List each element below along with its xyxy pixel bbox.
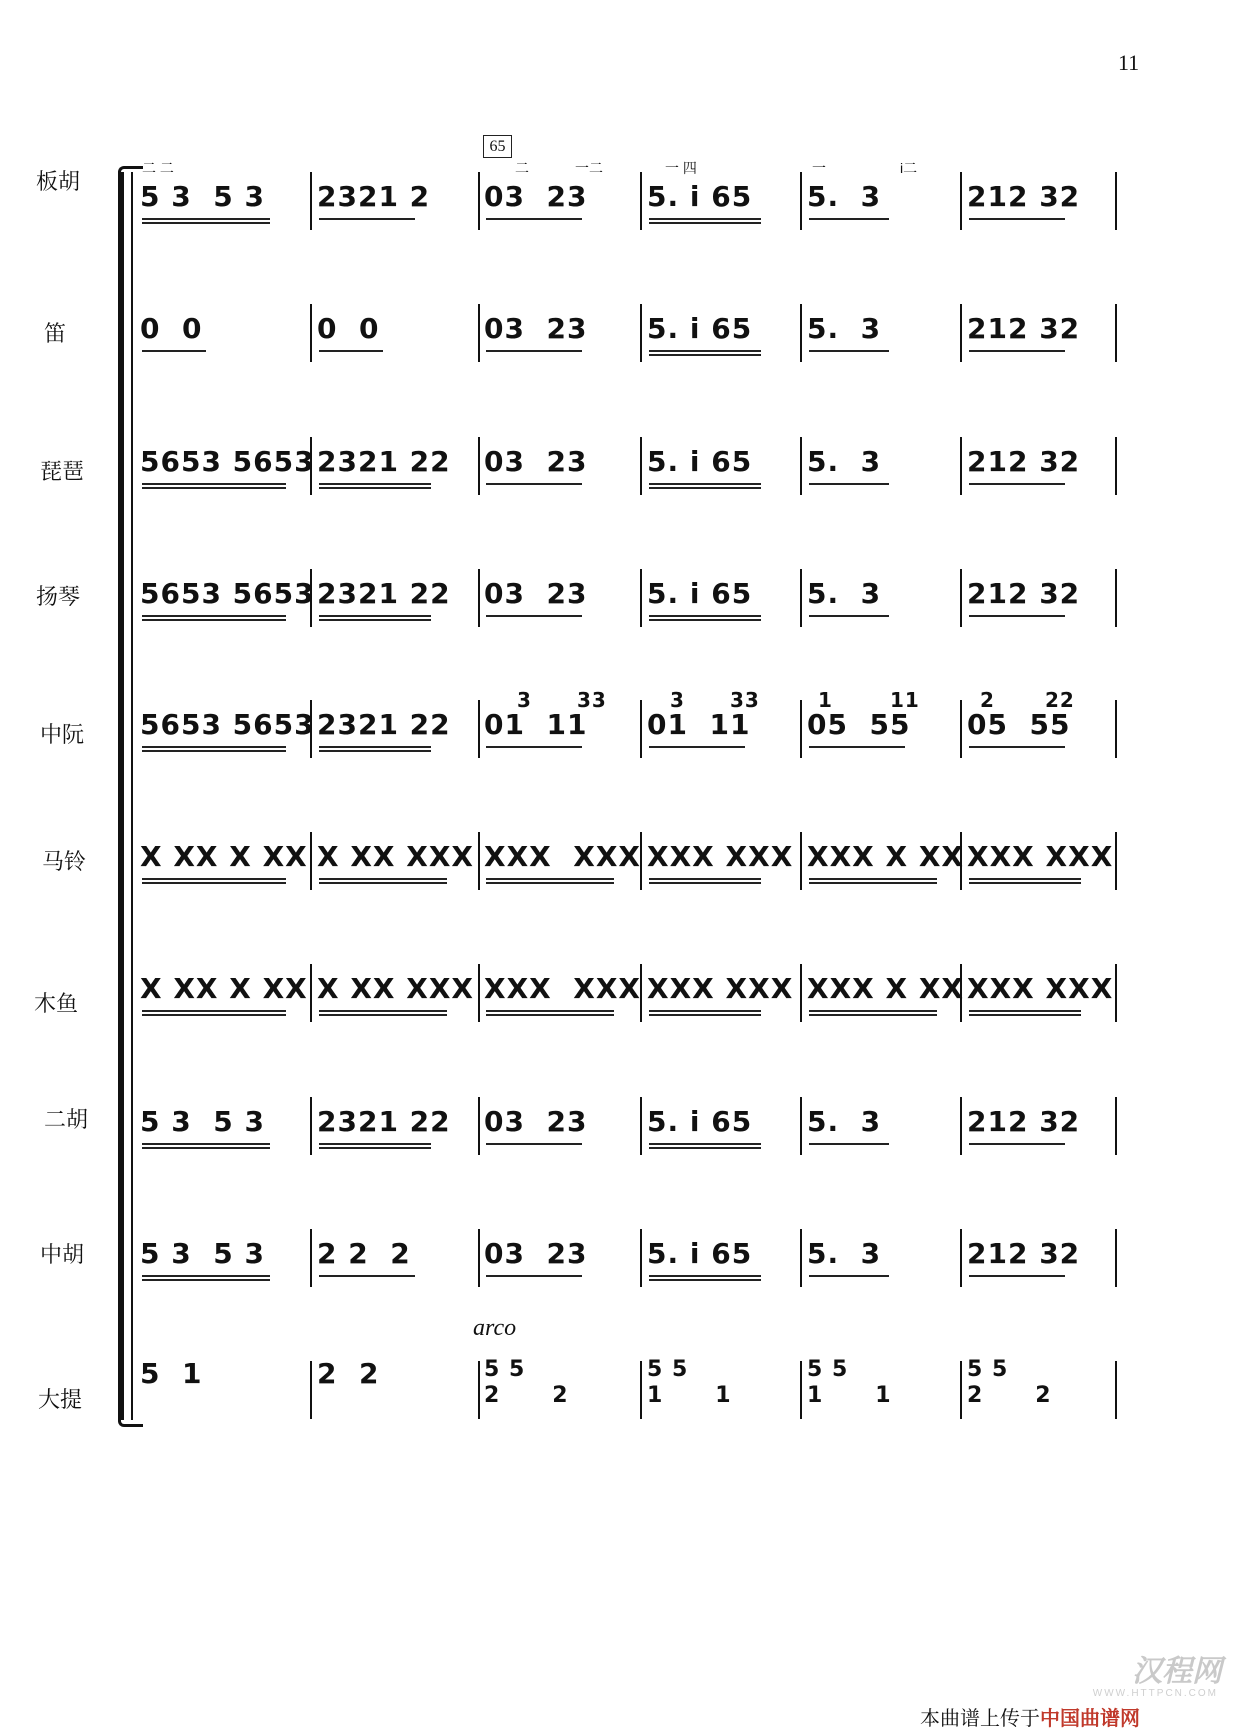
measure-notes: 2 2 2 xyxy=(317,1237,411,1270)
barline xyxy=(960,172,962,230)
measure-notes: 5653 5653 xyxy=(140,577,315,610)
barline xyxy=(640,304,642,362)
barline xyxy=(1115,1229,1117,1287)
barline xyxy=(960,437,962,495)
instrument-label: 笛 xyxy=(44,322,67,347)
beam-line xyxy=(649,218,761,224)
barline xyxy=(640,1229,642,1287)
beam-line xyxy=(142,1275,270,1281)
beam-line xyxy=(319,218,415,220)
barline xyxy=(800,1097,802,1155)
barline xyxy=(310,964,312,1022)
measure-notes: X XX X XX xyxy=(140,972,308,1005)
barline xyxy=(1115,1361,1117,1419)
beam-line xyxy=(649,615,761,621)
barline xyxy=(800,437,802,495)
beam-line xyxy=(319,483,431,489)
measure-notes: 5. 3 xyxy=(807,312,882,345)
measure-notes: 5. i 65 xyxy=(647,180,753,213)
measure-notes: 03 23 xyxy=(484,180,588,213)
fingering-mark: 一 xyxy=(812,160,826,176)
barline xyxy=(1115,832,1117,890)
beam-line xyxy=(142,483,286,489)
system-bracket-line xyxy=(131,172,133,1420)
beam-line xyxy=(486,878,614,884)
barline xyxy=(478,569,480,627)
fingering-mark: 二 xyxy=(515,160,529,176)
barline xyxy=(800,304,802,362)
measure-notes: XXX XXX xyxy=(484,840,642,873)
measure-notes: X XX XXX xyxy=(317,840,475,873)
measure-notes-lower: 2 2 xyxy=(484,1383,569,1408)
measure-notes: 5 3 5 3 xyxy=(140,1105,265,1138)
beam-line xyxy=(809,746,905,748)
measure-notes: 5. 3 xyxy=(807,180,882,213)
chord-upper-note: 33 xyxy=(577,688,607,712)
beam-line xyxy=(969,350,1065,352)
measure-notes: 03 23 xyxy=(484,577,588,610)
barline xyxy=(960,1097,962,1155)
beam-line xyxy=(142,1010,286,1016)
measure-notes: 5653 5653 xyxy=(140,445,315,478)
watermark: 汉程网 xyxy=(1132,1655,1222,1688)
beam-line xyxy=(142,615,286,621)
measure-notes: 212 32 xyxy=(967,445,1081,478)
beam-line xyxy=(969,878,1081,884)
measure-notes: 5. 3 xyxy=(807,1237,882,1270)
barline xyxy=(960,1229,962,1287)
measure-notes: XXX XXX xyxy=(967,840,1114,873)
beam-line xyxy=(649,483,761,489)
measure-notes: 5 5 xyxy=(967,1357,1009,1382)
measure-notes: 2 2 xyxy=(317,1357,380,1390)
barline xyxy=(478,1361,480,1419)
barline xyxy=(800,1229,802,1287)
upload-note-prefix: 本曲谱上传于 xyxy=(920,1708,1040,1730)
measure-notes: 03 23 xyxy=(484,312,588,345)
beam-line xyxy=(809,878,937,884)
beam-line xyxy=(486,746,582,748)
barline xyxy=(310,1097,312,1155)
chord-upper-note: 33 xyxy=(730,688,760,712)
watermark-url: WWW.HTTPCN.COM xyxy=(1092,1688,1218,1699)
measure-notes: 5 3 5 3 xyxy=(140,180,265,213)
measure-notes: 5. 3 xyxy=(807,445,882,478)
bracket-cap-bottom xyxy=(118,1412,143,1427)
instrument-label: 中阮 xyxy=(40,723,85,748)
instrument-label: 大提 xyxy=(38,1388,83,1413)
measure-notes: X XX XXX xyxy=(317,972,475,1005)
chord-upper-note: 11 xyxy=(890,688,920,712)
beam-line xyxy=(969,1010,1081,1016)
measure-notes: 212 32 xyxy=(967,1237,1081,1270)
barline xyxy=(640,700,642,758)
measure-notes: 2321 22 xyxy=(317,708,451,741)
beam-line xyxy=(969,218,1065,220)
beam-line xyxy=(809,615,889,617)
measure-notes: 01 11 xyxy=(484,708,588,741)
measure-notes: 5. i 65 xyxy=(647,1237,753,1270)
beam-line xyxy=(486,483,582,485)
measure-notes: 03 23 xyxy=(484,1237,588,1270)
measure-notes: 5 5 xyxy=(484,1357,526,1382)
fingering-mark: i二 xyxy=(900,160,918,176)
beam-line xyxy=(969,1143,1065,1145)
beam-line xyxy=(969,1275,1065,1277)
barline xyxy=(310,832,312,890)
beam-line xyxy=(319,615,431,621)
instrument-label: 木鱼 xyxy=(34,992,79,1017)
fingering-mark: 一 四 xyxy=(665,160,697,176)
beam-line xyxy=(142,746,286,752)
barline xyxy=(310,1229,312,1287)
barline xyxy=(478,1229,480,1287)
measure-notes: XXX XXX xyxy=(647,972,794,1005)
upload-note-brand: 中国曲谱网 xyxy=(1040,1708,1140,1730)
beam-line xyxy=(319,1275,415,1277)
fingering-mark: 一二 xyxy=(575,160,603,176)
beam-line xyxy=(486,1275,582,1277)
measure-notes: 5 3 5 3 xyxy=(140,1237,265,1270)
measure-notes: XXX XXX xyxy=(967,972,1114,1005)
beam-line xyxy=(319,350,383,352)
beam-line xyxy=(486,350,582,352)
chord-upper-note: 22 xyxy=(1045,688,1075,712)
instrument-label: 中胡 xyxy=(40,1243,85,1268)
barline xyxy=(478,964,480,1022)
barline xyxy=(960,304,962,362)
rehearsal-mark: 65 xyxy=(483,135,512,158)
instrument-label: 扬琴 xyxy=(36,585,81,610)
measure-notes: 2321 2 xyxy=(317,180,431,213)
beam-line xyxy=(969,483,1065,485)
beam-line xyxy=(142,1143,270,1149)
barline xyxy=(478,832,480,890)
measure-notes: XXX XXX xyxy=(484,972,642,1005)
measure-notes: XXX XXX xyxy=(647,840,794,873)
measure-notes: 5. i 65 xyxy=(647,312,753,345)
measure-notes-lower: 1 1 xyxy=(647,1383,732,1408)
beam-line xyxy=(649,1275,761,1281)
chord-upper-note: 3 xyxy=(670,688,685,712)
upload-note xyxy=(920,1702,1140,1731)
beam-line xyxy=(649,1010,761,1016)
beam-line xyxy=(649,878,761,884)
measure-notes: 5 5 xyxy=(647,1357,689,1382)
barline xyxy=(478,1097,480,1155)
beam-line xyxy=(142,878,286,884)
arco-marking: arco xyxy=(473,1315,517,1341)
beam-line xyxy=(969,746,1065,748)
measure-notes: 5. i 65 xyxy=(647,1105,753,1138)
measure-notes: 5. i 65 xyxy=(647,445,753,478)
barline xyxy=(478,304,480,362)
beam-line xyxy=(809,1143,889,1145)
measure-notes: XXX X XX xyxy=(807,840,965,873)
barline xyxy=(800,700,802,758)
barline xyxy=(1115,569,1117,627)
beam-line xyxy=(486,218,582,220)
fingering-mark: 二 二 xyxy=(142,160,174,176)
instrument-label: 马铃 xyxy=(42,850,87,875)
beam-line xyxy=(319,1143,431,1149)
barline xyxy=(1115,700,1117,758)
measure-notes: 0 0 xyxy=(317,312,380,345)
beam-line xyxy=(649,350,761,356)
beam-line xyxy=(809,483,889,485)
beam-line xyxy=(649,746,745,748)
beam-line xyxy=(142,350,206,352)
bracket-cap-top xyxy=(118,166,143,181)
measure-notes: 05 55 xyxy=(807,708,911,741)
barline xyxy=(640,1097,642,1155)
beam-line xyxy=(486,1010,614,1016)
barline xyxy=(640,569,642,627)
barline xyxy=(310,304,312,362)
measure-notes: X XX X XX xyxy=(140,840,308,873)
barline xyxy=(478,172,480,230)
chord-upper-note: 2 xyxy=(980,688,995,712)
barline xyxy=(310,172,312,230)
barline xyxy=(478,700,480,758)
instrument-label: 琵琶 xyxy=(40,460,85,485)
barline xyxy=(310,1361,312,1419)
barline xyxy=(1115,1097,1117,1155)
measure-notes: 5 1 xyxy=(140,1357,203,1390)
measure-notes: 01 11 xyxy=(647,708,751,741)
measure-notes: XXX X XX xyxy=(807,972,965,1005)
barline xyxy=(960,569,962,627)
beam-line xyxy=(486,1143,582,1145)
measure-notes-lower: 2 2 xyxy=(967,1383,1052,1408)
beam-line xyxy=(319,1010,447,1016)
measure-notes: 5 5 xyxy=(807,1357,849,1382)
measure-notes: 2321 22 xyxy=(317,445,451,478)
measure-notes: 05 55 xyxy=(967,708,1071,741)
system-bracket xyxy=(118,172,124,1420)
measure-notes: 5. 3 xyxy=(807,577,882,610)
barline xyxy=(800,172,802,230)
measure-notes: 5. 3 xyxy=(807,1105,882,1138)
barline xyxy=(1115,437,1117,495)
beam-line xyxy=(142,218,270,224)
measure-notes: 03 23 xyxy=(484,445,588,478)
beam-line xyxy=(649,1143,761,1149)
measure-notes: 212 32 xyxy=(967,1105,1081,1138)
beam-line xyxy=(319,746,431,752)
beam-line xyxy=(809,350,889,352)
measure-notes: 03 23 xyxy=(484,1105,588,1138)
barline xyxy=(478,437,480,495)
measure-notes: 2321 22 xyxy=(317,1105,451,1138)
barline xyxy=(960,700,962,758)
barline xyxy=(800,964,802,1022)
instrument-label: 二胡 xyxy=(44,1108,89,1133)
barline xyxy=(1115,172,1117,230)
measure-notes: 212 32 xyxy=(967,312,1081,345)
instrument-label: 板胡 xyxy=(36,170,81,195)
beam-line xyxy=(969,615,1065,617)
barline xyxy=(640,437,642,495)
measure-notes: 212 32 xyxy=(967,180,1081,213)
barline xyxy=(1115,304,1117,362)
barline xyxy=(640,172,642,230)
chord-upper-note: 1 xyxy=(818,688,833,712)
measure-notes: 5653 5653 xyxy=(140,708,315,741)
barline xyxy=(1115,964,1117,1022)
beam-line xyxy=(809,1010,937,1016)
measure-notes: 0 0 xyxy=(140,312,203,345)
measure-notes: 2321 22 xyxy=(317,577,451,610)
barline xyxy=(640,1361,642,1419)
beam-line xyxy=(319,878,447,884)
chord-upper-note: 3 xyxy=(517,688,532,712)
measure-notes: 5. i 65 xyxy=(647,577,753,610)
beam-line xyxy=(809,1275,889,1277)
barline xyxy=(800,569,802,627)
beam-line xyxy=(809,218,889,220)
measure-notes-lower: 1 1 xyxy=(807,1383,892,1408)
barline xyxy=(960,1361,962,1419)
barline xyxy=(800,1361,802,1419)
measure-notes: 212 32 xyxy=(967,577,1081,610)
page-number: 11 xyxy=(1118,50,1140,75)
barline xyxy=(800,832,802,890)
beam-line xyxy=(486,615,582,617)
